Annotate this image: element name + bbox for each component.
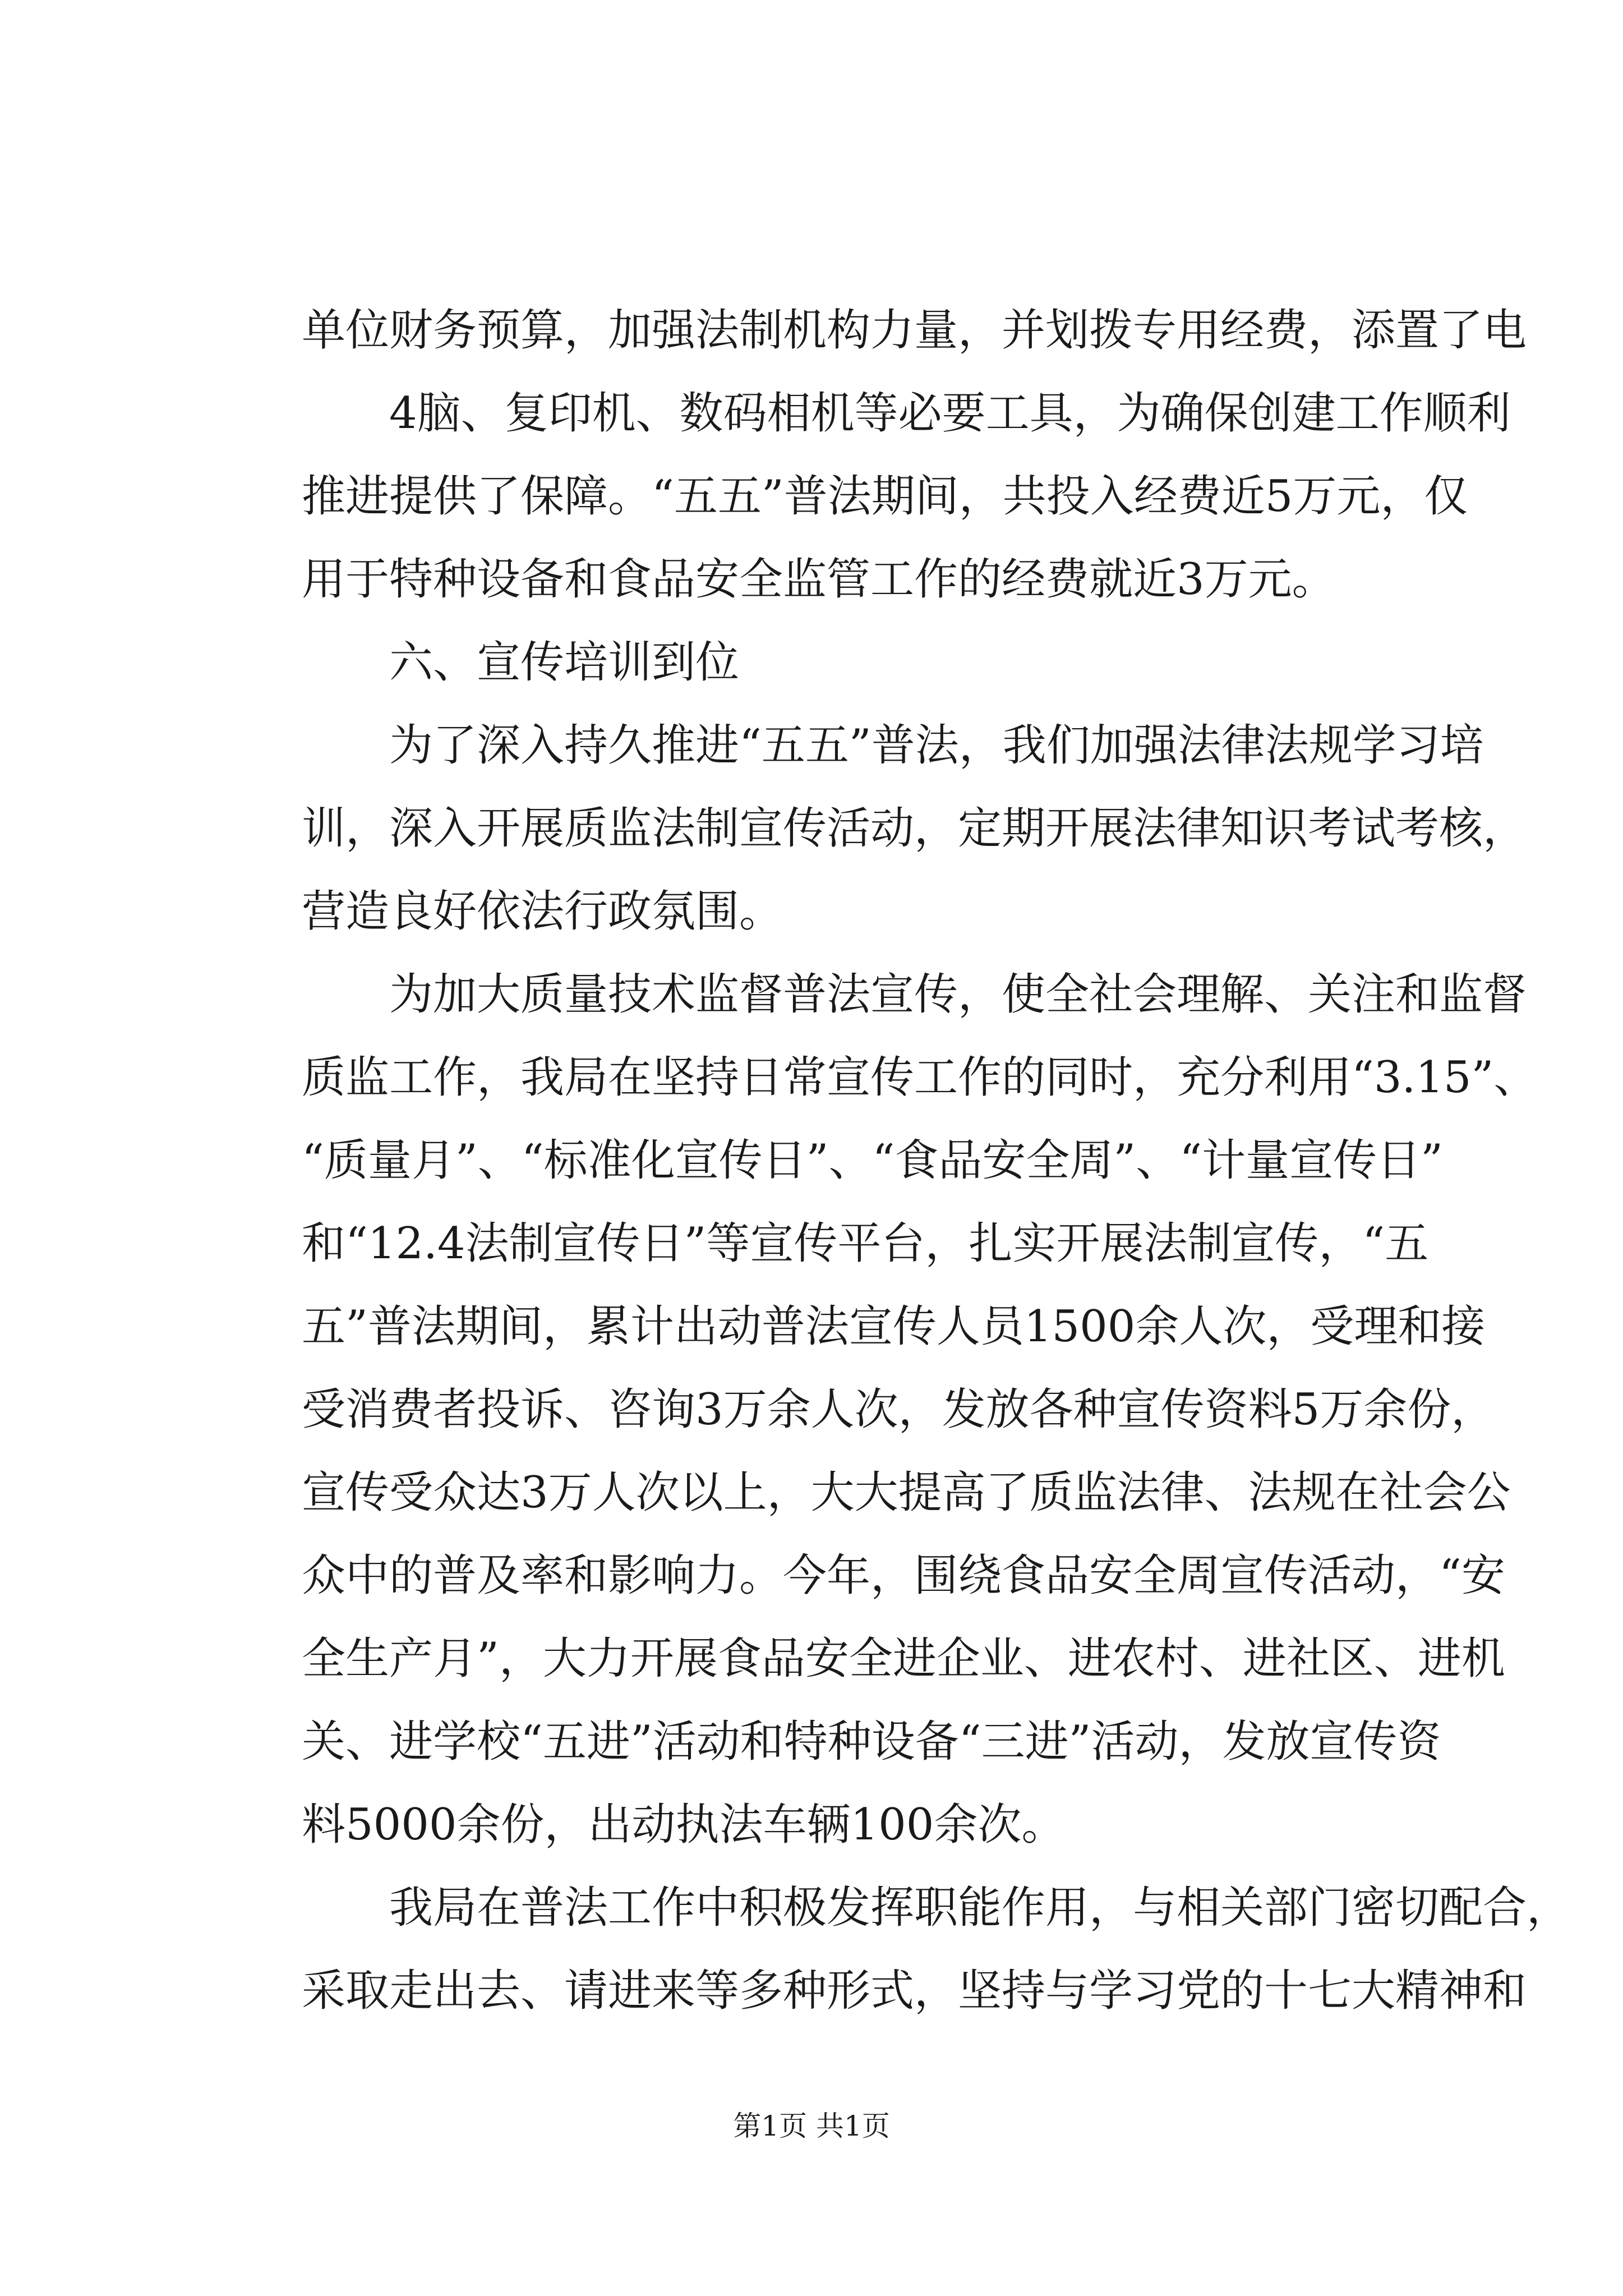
text-line-2: 4脑、复印机、数码相机等必要工具，为确保创建工作顺利 [389, 388, 1511, 439]
text-line-19: 料5000余份，出动执法车辆100余次。 [302, 1800, 1066, 1850]
text-line-11: “质量月”、“标准化宣传日”、“食品安全周”、“计量宣传日” [302, 1135, 1444, 1186]
text-line-3: 推进提供了保障。“五五”普法期间，共投入经费近5万元，仅 [302, 471, 1468, 522]
text-line-9: 为加大质量技术监督普法宣传，使全社会理解、关注和监督 [389, 969, 1527, 1020]
text-line-7: 训，深入开展质监法制宣传活动，定期开展法律知识考试考核， [302, 803, 1527, 854]
text-line-4: 用于特种设备和食品安全监管工作的经费就近3万元。 [302, 554, 1336, 605]
page-footer: 第1页 共1页 [733, 2110, 890, 2142]
text-line-6: 为了深入持久推进“五五”普法，我们加强法律法规学习培 [389, 720, 1484, 771]
text-line-18: 关、进学校“五进”活动和特种设备“三进”活动，发放宣传资 [302, 1717, 1441, 1767]
text-line-14: 受消费者投诉、咨询3万余人次，发放各种宣传资料5万余份， [302, 1384, 1495, 1435]
text-line-13: 五”普法期间，累计出动普法宣传人员1500余人次，受理和接 [302, 1301, 1486, 1352]
text-line-15: 宣传受众达3万人次以上，大大提高了质监法律、法规在社会公 [302, 1467, 1511, 1518]
document-body [302, 289, 1571, 2032]
text-line-20: 我局在普法工作中积极发挥职能作用，与相关部门密切配合， [389, 1883, 1571, 1933]
text-line-8: 营造良好依法行政氛围。 [302, 886, 783, 937]
text-line-12: 和“12.4法制宣传日”等宣传平台，扎实开展法制宣传，“五 [302, 1218, 1429, 1269]
section-heading: 六、宣传培训到位 [389, 637, 740, 688]
text-line-16: 众中的普及率和影响力。今年，围绕食品安全周宣传活动，“安 [302, 1550, 1505, 1601]
text-line-17: 全生产月”，大力开展食品安全进企业、进农村、进社区、进机 [302, 1634, 1505, 1684]
text-line-21: 采取走出去、请进来等多种形式，坚持与学习党的十七大精神和 [302, 1966, 1527, 2016]
text-line-10: 质监工作，我局在坚持日常宣传工作的同时，充分利用“3.15”、 [302, 1052, 1538, 1103]
text-line-1: 单位财务预算，加强法制机构力量，并划拨专用经费，添置了电 [302, 305, 1527, 356]
